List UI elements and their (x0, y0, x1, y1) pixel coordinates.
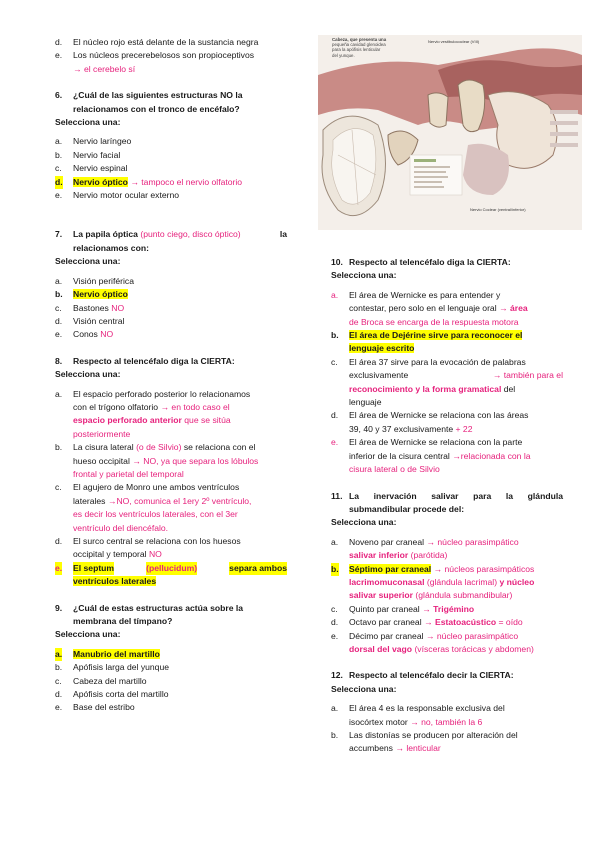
q8-option-d[interactable]: d. El surco central se relaciona con los huesos occipital y temporal NO (55, 536, 241, 560)
figure-caption: Cabeza, que presenta una pequeña cavidad glenoidea para la apófisis lenticular del yunque. (332, 37, 387, 58)
left-column (55, 36, 287, 715)
q6-option-d[interactable]: d. Nervio óptico → tampoco el nervio olfatorio (55, 176, 287, 189)
q8-select-label: Selecciona una: (55, 369, 121, 380)
q8-option-a[interactable]: a. El espacio perforado posterior lo relacionamos con el trígono olfatorio → en todo caso el espacio perforado anterior que se sitúa posteriormente (55, 388, 251, 439)
q6-title: 6. ¿Cuál de las siguientes estructuras NO la (55, 90, 243, 101)
q10-option-e[interactable]: e. El área de Wernicke se relaciona con la parte inferior de la cisura central →relacionada con la cisura lateral o de Silvio (331, 437, 531, 475)
q11-option-c[interactable]: c. Quinto par craneal → Trigémino (331, 603, 475, 614)
q7-option-a[interactable]: a. Visión periférica (55, 275, 134, 286)
q9-option-e[interactable]: e. Base del estribo (55, 702, 135, 713)
q8-option-b[interactable]: b. La cisura lateral (o de Silvio) se relaciona con el hueso occipital → NO, ya que separa los lóbulos frontal y parietal del temporal (55, 442, 259, 479)
ossicles-illustration (318, 35, 582, 230)
q9-option-c[interactable]: c. Cabeza del martillo (55, 675, 147, 686)
q8-option-e[interactable]: e. El septum (pellucidum) separa ambos ventrículos laterales (55, 562, 287, 587)
q10-option-c[interactable]: c. El área 37 sirve para la evocación de palabras exclusivamente → también para el reconocimiento y la forma gramatical del lenguaje (331, 356, 563, 408)
q9-title-2: membrana del tímpano? (73, 616, 173, 627)
q11-option-a[interactable]: a. Noveno par craneal → núcleo parasimpático salivar inferior (parótida) (331, 536, 519, 561)
q7-title: 7. La papila óptica (punto ciego, disco óptico) la (55, 229, 287, 240)
right-column (331, 256, 563, 756)
ear-ossicles-figure (318, 35, 582, 230)
q6-option-b[interactable]: b. Nervio facial (55, 149, 121, 160)
q11-select-label: Selecciona una: (331, 517, 397, 528)
figure-label-top: Nervio vestibulococlear (VIII) (428, 39, 480, 44)
q5-option-d[interactable]: d. El núcleo rojo está delante de la sustancia negra (55, 37, 259, 47)
q12-option-b[interactable]: b. Las distonías se producen por alteración del accumbens → lenticular (331, 730, 518, 754)
q6-option-c[interactable]: c. Nervio espinal (55, 163, 128, 174)
q10-option-a[interactable]: a. El área de Wernicke es para entender y contestar, pero solo en el lenguaje oral → área de Broca se encarga de la respuesta motora (331, 289, 528, 327)
q6-title-2: relacionamos con el tronco de encéfalo? (73, 103, 240, 114)
q11-option-e[interactable]: e. Décimo par craneal → núcleo parasimpático dorsal del vago (vísceras torácicas y abdomen) (331, 630, 534, 654)
q9-option-b[interactable]: b. Apófisis larga del yunque (55, 662, 170, 673)
q11-option-d[interactable]: d. Octavo par craneal → Estatoacústico = oído (331, 617, 523, 628)
q7-option-c[interactable]: c. Bastones NO (55, 302, 125, 313)
q11-title-2: submandibular procede del: (349, 503, 465, 514)
q12-title: 12. Respecto al telencéfalo decir la CIERTA: (331, 670, 514, 681)
q11-option-b[interactable]: b. Séptimo par craneal → núcleos parasimpáticos lacrimomuconasal (glándula lacrimal) y núcleo salivar superior (glándula submandibular) (331, 563, 535, 601)
q10-title: 10. Respecto al telencéfalo diga la CIERTA: (331, 257, 511, 267)
q7-title-2: relacionamos con: (73, 242, 149, 253)
q8-option-c[interactable]: c. El agujero de Monro une ambos ventrículos laterales →NO, comunica el 1ery 2º ventrículo, es decir los ventrículos laterales, con el 3er ventrículo del diencéfalo. (55, 482, 252, 533)
q10-option-b[interactable]: b. El área de Dejérine sirve para reconocer el lenguaje escrito (331, 330, 523, 354)
q7-option-d[interactable]: d. Visión central (55, 315, 125, 326)
q6-select-label: Selecciona una: (55, 117, 121, 128)
q12-option-a[interactable]: a. El área 4 es la responsable exclusiva del isocórtex motor → no, también la 6 (331, 703, 505, 727)
q8-title: 8. Respecto al telencéfalo diga la CIERTA: (55, 355, 235, 366)
q9-option-d[interactable]: d. Apófisis corta del martillo (55, 689, 169, 700)
figure-label-bottom: Nervio Coclear (ventral/inferior) (470, 207, 526, 212)
q12-select-label: Selecciona una: (331, 683, 397, 694)
q5-note: → el cerebelo sí (73, 63, 136, 74)
q9-option-a[interactable]: a. Manubrio del martillo (55, 648, 287, 661)
q7-option-b[interactable]: b. Nervio óptico (55, 289, 128, 300)
q10-option-d[interactable]: d. El área de Wernicke se relaciona con las áreas 39, 40 y 37 exclusivamente + 22 (331, 410, 529, 434)
q11-title: 11. La inervación salivar para la glándula (331, 490, 563, 501)
q6-option-a[interactable]: a. Nervio laríngeo (55, 136, 132, 147)
q10-select-label: Selecciona una: (331, 270, 397, 281)
q9-title: 9. ¿Cuál de estas estructuras actúa sobre la (55, 602, 244, 613)
q5-option-e[interactable]: e. Los núcleos precerebelosos son propioceptivos (55, 50, 255, 61)
q9-select-label: Selecciona una: (55, 629, 121, 640)
q7-select-label: Selecciona una: (55, 256, 121, 267)
q7-option-e[interactable]: e. Conos NO (55, 329, 114, 340)
q6-option-e[interactable]: e. Nervio motor ocular externo (55, 190, 180, 201)
